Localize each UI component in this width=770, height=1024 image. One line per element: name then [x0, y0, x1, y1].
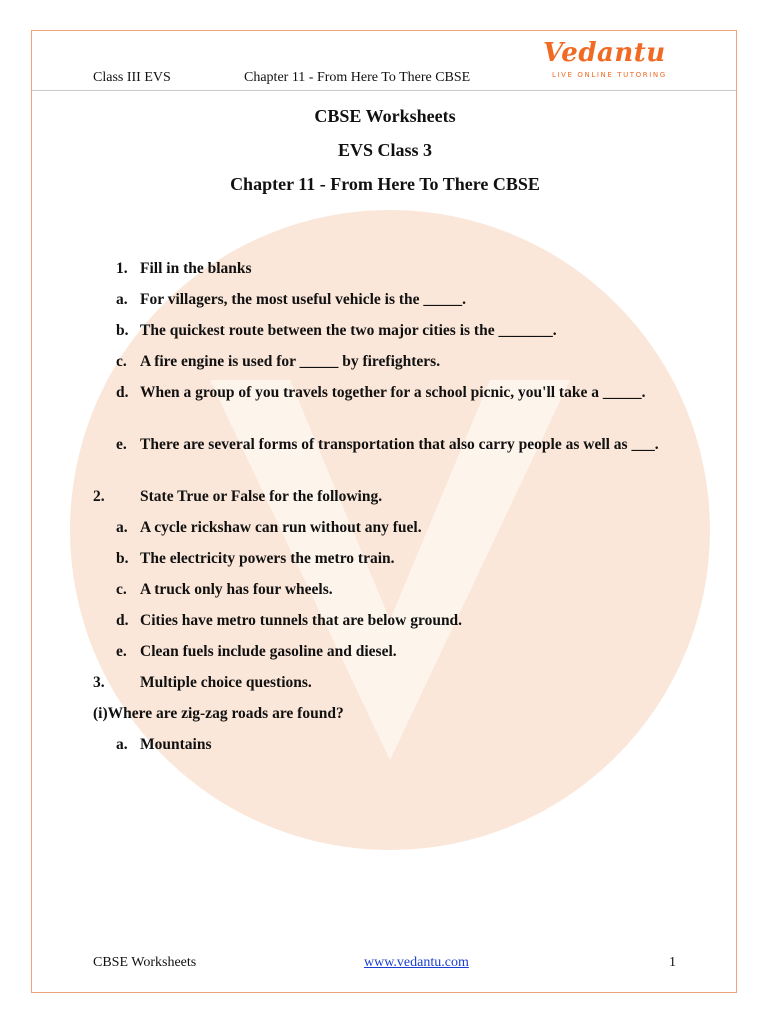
item-text: The electricity powers the metro train.: [140, 550, 395, 567]
item-text: The quickest route between the two major cities is the _______.: [140, 322, 557, 339]
item-label: e.: [116, 643, 127, 660]
item-label: d.: [116, 384, 129, 401]
header-divider: [32, 90, 736, 91]
logo-wordmark: Vedantu: [543, 38, 666, 68]
item-label: c.: [116, 353, 127, 370]
section1-number: 1.: [116, 260, 128, 277]
option-label: a.: [116, 736, 128, 753]
item-label: e.: [116, 436, 127, 453]
section3-heading: Multiple choice questions.: [140, 674, 312, 691]
item-text: A fire engine is used for _____ by firefighters.: [140, 353, 441, 370]
footer-website-link[interactable]: www.vedantu.com: [364, 955, 469, 970]
question-i: (i)Where are zig-zag roads are found?: [93, 705, 344, 722]
logo-tagline: LIVE ONLINE TUTORING: [552, 71, 667, 79]
item-label: a.: [116, 519, 128, 536]
item-text: For villagers, the most useful vehicle is the _____.: [140, 291, 467, 308]
item-text: A cycle rickshaw can run without any fuel.: [140, 519, 422, 536]
title-chapter: Chapter 11 - From Here To There CBSE: [230, 174, 540, 194]
item-label: d.: [116, 612, 129, 629]
item-text: When a group of you travels together for a school picnic, you'll take a _____.: [140, 384, 646, 401]
vedantu-logo: [530, 38, 680, 82]
title-worksheets: CBSE Worksheets: [314, 106, 456, 126]
item-label: a.: [116, 291, 128, 308]
section1-heading: Fill in the blanks: [140, 260, 252, 277]
item-label: c.: [116, 581, 127, 598]
item-text: There are several forms of transportation that also carry people as well as ___.: [140, 436, 659, 453]
page-number: 1: [669, 955, 676, 970]
item-text: Clean fuels include gasoline and diesel.: [140, 643, 397, 660]
item-text: Cities have metro tunnels that are below ground.: [140, 612, 463, 629]
item-text: A truck only has four wheels.: [140, 581, 333, 598]
header-chapter-label: Chapter 11 - From Here To There CBSE: [244, 70, 471, 85]
item-label: b.: [116, 322, 129, 339]
option-text: Mountains: [140, 736, 212, 753]
title-class: EVS Class 3: [337, 140, 433, 160]
footer-label: CBSE Worksheets: [93, 955, 197, 970]
section3-number: 3.: [93, 674, 105, 691]
section2-number: 2.: [93, 488, 105, 505]
item-label: b.: [116, 550, 129, 567]
header-class-label: Class III EVS: [93, 70, 171, 85]
section2-heading: State True or False for the following.: [140, 488, 383, 505]
